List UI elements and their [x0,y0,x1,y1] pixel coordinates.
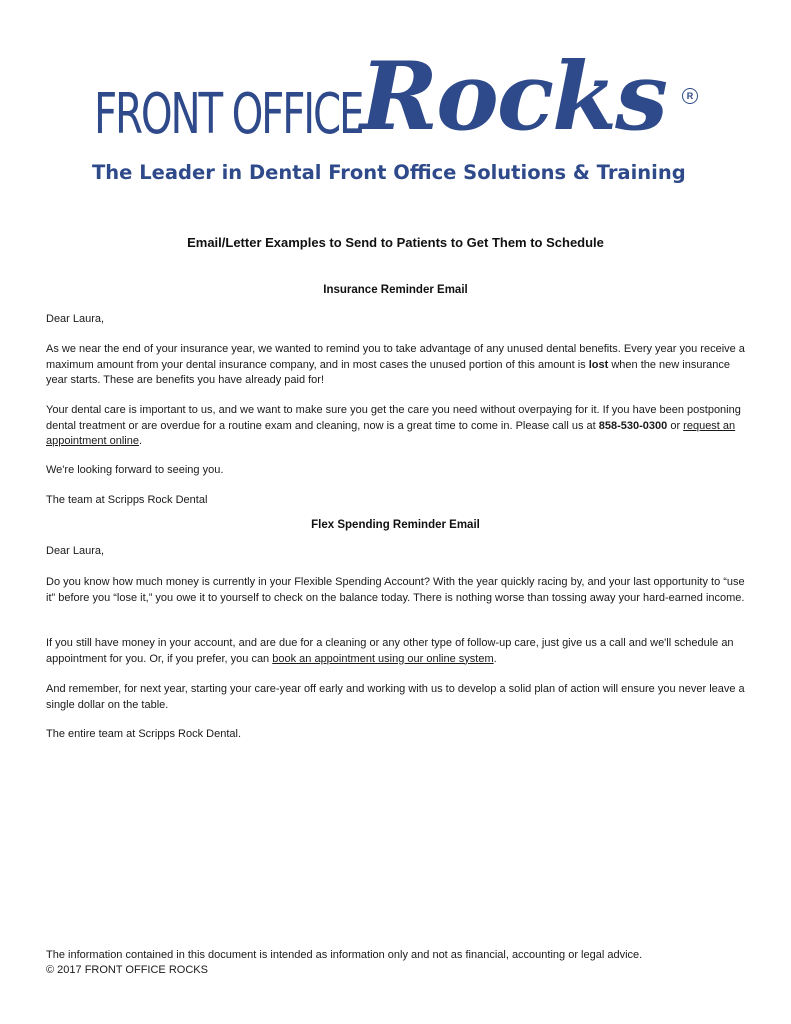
insurance-p2-text-b: or [667,419,684,432]
insurance-p2-text-c: . [138,435,143,447]
flex-section-heading: Flex Spending Reminder Email [311,519,480,531]
brand-logo [88,44,708,194]
flex-paragraph-2 [46,636,746,667]
logo-front-office-text: FRONT OFFICE [94,82,363,147]
insurance-p2-text-a: Your dental care is important to us, and we want to make sure you get the care you need without overpaying for it. If you have been postponing dental treatment or are overdue for a routine exam and cleaning, now is a great time to come in. Please call us at [46,404,741,432]
logo-rocks-script: Rocks [360,42,667,152]
request-appointment-link[interactable]: request an appointment online [46,419,736,447]
insurance-p1-text-b: when the new insurance year starts. These are benefits you have already paid for! [46,358,730,386]
insurance-paragraph-3: We're looking forward to seeing you. [46,464,224,476]
insurance-section-heading: Insurance Reminder Email [323,284,468,296]
footer-copyright: © 2017 FRONT OFFICE ROCKS [46,964,208,976]
book-appointment-link[interactable]: book an appointment using our online system [272,652,494,665]
insurance-p1-bold-lost: lost [588,358,609,371]
document-title: Email/Letter Examples to Send to Patients to Get Them to Schedule [187,235,604,250]
flex-signoff: The entire team at Scripps Rock Dental. [46,728,242,740]
insurance-paragraph-2 [46,403,746,450]
insurance-greeting: Dear Laura, [46,313,105,325]
insurance-paragraph-1 [46,342,746,389]
logo-tagline: The Leader in Dental Front Office Solutions & Training [92,161,686,184]
insurance-p1-text-a: As we near the end of your insurance year, we wanted to remind you to take advantage of any unused dental benefits. Every year you receive a maximum amount from your dental insurance company, and in most cases the unused portion of this amount is [46,343,745,371]
flex-p2-text-a: If you still have money in your account, and are due for a cleaning or any other type of follow-up care, just give us a call and we'll schedule an appointment for you. Or, if you prefer, you can [46,637,734,665]
flex-greeting: Dear Laura, [46,545,105,557]
flex-paragraph-3: And remember, for next year, starting your care-year off early and working with us to develop a solid plan of action will ensure you never leave a single dollar on the table. [46,683,745,711]
insurance-signoff: The team at Scripps Rock Dental [46,494,208,506]
registered-trademark-icon: R [682,88,698,104]
phone-number: 858-530-0300 [598,419,668,432]
flex-p2-text-b: . [493,652,497,665]
flex-paragraph-1: Do you know how much money is currently in your Flexible Spending Account? With the year quickly racing by, and your last opportunity to “use it” before you “lose it,” you owe it to yourself to check on the balance today. There is nothing worse than tossing away your hard-earned income. [46,576,745,604]
document-footer [46,948,746,978]
footer-disclaimer: The information contained in this document is intended as information only and not as financial, accounting or legal advice. [46,949,643,961]
